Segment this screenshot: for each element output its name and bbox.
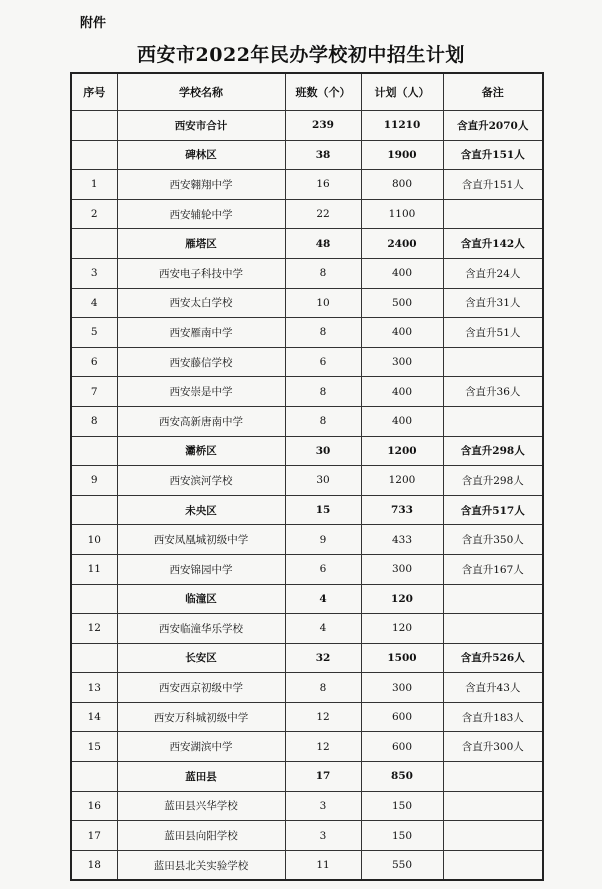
cell-no bbox=[71, 584, 117, 614]
cell-plan: 850 bbox=[361, 762, 443, 792]
cell-no: 10 bbox=[71, 525, 117, 555]
cell-classes: 22 bbox=[285, 199, 361, 229]
cell-note: 含直升2070人 bbox=[443, 111, 543, 141]
cell-classes: 8 bbox=[285, 406, 361, 436]
cell-plan: 400 bbox=[361, 258, 443, 288]
cell-no: 13 bbox=[71, 673, 117, 703]
cell-plan: 500 bbox=[361, 288, 443, 318]
cell-plan: 120 bbox=[361, 614, 443, 644]
cell-classes: 32 bbox=[285, 643, 361, 673]
cell-plan: 150 bbox=[361, 821, 443, 851]
cell-school-name: 临潼区 bbox=[117, 584, 285, 614]
cell-no: 15 bbox=[71, 732, 117, 762]
cell-school-name: 西安锦园中学 bbox=[117, 554, 285, 584]
cell-plan: 2400 bbox=[361, 229, 443, 259]
table-header-row bbox=[71, 73, 543, 111]
cell-school-name: 长安区 bbox=[117, 643, 285, 673]
cell-note bbox=[443, 821, 543, 851]
cell-no: 18 bbox=[71, 850, 117, 880]
cell-note: 含直升517人 bbox=[443, 495, 543, 525]
cell-note: 含直升142人 bbox=[443, 229, 543, 259]
cell-note: 含直升350人 bbox=[443, 525, 543, 555]
subtotal-row bbox=[71, 436, 543, 466]
cell-no: 12 bbox=[71, 614, 117, 644]
cell-classes: 38 bbox=[285, 140, 361, 170]
cell-note bbox=[443, 791, 543, 821]
cell-no: 7 bbox=[71, 377, 117, 407]
table-row bbox=[71, 288, 543, 318]
cell-plan: 600 bbox=[361, 702, 443, 732]
cell-note bbox=[443, 347, 543, 377]
subtotal-row bbox=[71, 762, 543, 792]
cell-classes: 15 bbox=[285, 495, 361, 525]
cell-plan: 400 bbox=[361, 406, 443, 436]
table-row bbox=[71, 732, 543, 762]
cell-note bbox=[443, 406, 543, 436]
column-header-classes: 班数（个） bbox=[285, 73, 361, 111]
cell-classes: 4 bbox=[285, 584, 361, 614]
cell-school-name: 西安雁南中学 bbox=[117, 318, 285, 348]
cell-school-name: 西安电子科技中学 bbox=[117, 258, 285, 288]
cell-classes: 12 bbox=[285, 702, 361, 732]
cell-classes: 10 bbox=[285, 288, 361, 318]
cell-plan: 1200 bbox=[361, 466, 443, 496]
enrollment-plan-table bbox=[70, 72, 544, 881]
cell-no: 11 bbox=[71, 554, 117, 584]
cell-classes: 30 bbox=[285, 466, 361, 496]
cell-classes: 8 bbox=[285, 673, 361, 703]
cell-no: 1 bbox=[71, 170, 117, 200]
subtotal-row bbox=[71, 643, 543, 673]
cell-classes: 8 bbox=[285, 377, 361, 407]
cell-no: 16 bbox=[71, 791, 117, 821]
cell-school-name: 雁塔区 bbox=[117, 229, 285, 259]
cell-school-name: 西安太白学校 bbox=[117, 288, 285, 318]
cell-school-name: 碑林区 bbox=[117, 140, 285, 170]
cell-note bbox=[443, 850, 543, 880]
cell-no bbox=[71, 643, 117, 673]
cell-plan: 300 bbox=[361, 673, 443, 703]
cell-school-name: 西安高新唐南中学 bbox=[117, 406, 285, 436]
cell-school-name: 西安翱翔中学 bbox=[117, 170, 285, 200]
cell-note bbox=[443, 199, 543, 229]
cell-classes: 11 bbox=[285, 850, 361, 880]
cell-classes: 9 bbox=[285, 525, 361, 555]
cell-no bbox=[71, 762, 117, 792]
cell-classes: 6 bbox=[285, 347, 361, 377]
cell-classes: 6 bbox=[285, 554, 361, 584]
attachment-label: 附件 bbox=[80, 16, 107, 31]
cell-note: 含直升526人 bbox=[443, 643, 543, 673]
table-row bbox=[71, 673, 543, 703]
cell-school-name: 西安滨河学校 bbox=[117, 466, 285, 496]
cell-note: 含直升31人 bbox=[443, 288, 543, 318]
cell-note: 含直升300人 bbox=[443, 732, 543, 762]
cell-classes: 17 bbox=[285, 762, 361, 792]
cell-note bbox=[443, 584, 543, 614]
cell-no: 14 bbox=[71, 702, 117, 732]
table-row bbox=[71, 850, 543, 880]
cell-classes: 30 bbox=[285, 436, 361, 466]
table-row bbox=[71, 406, 543, 436]
cell-note: 含直升43人 bbox=[443, 673, 543, 703]
cell-plan: 400 bbox=[361, 377, 443, 407]
cell-note: 含直升36人 bbox=[443, 377, 543, 407]
page-title: 西安市2022年民办学校初中招生计划 bbox=[137, 44, 465, 66]
cell-classes: 3 bbox=[285, 821, 361, 851]
cell-school-name: 西安市合计 bbox=[117, 111, 285, 141]
table-row bbox=[71, 821, 543, 851]
subtotal-row bbox=[71, 584, 543, 614]
cell-school-name: 西安万科城初级中学 bbox=[117, 702, 285, 732]
cell-plan: 433 bbox=[361, 525, 443, 555]
cell-plan: 300 bbox=[361, 554, 443, 584]
cell-note: 含直升167人 bbox=[443, 554, 543, 584]
cell-no: 6 bbox=[71, 347, 117, 377]
cell-school-name: 蓝田县兴华学校 bbox=[117, 791, 285, 821]
cell-plan: 550 bbox=[361, 850, 443, 880]
cell-plan: 1500 bbox=[361, 643, 443, 673]
cell-plan: 600 bbox=[361, 732, 443, 762]
cell-classes: 8 bbox=[285, 258, 361, 288]
cell-plan: 1100 bbox=[361, 199, 443, 229]
cell-no: 4 bbox=[71, 288, 117, 318]
table-row bbox=[71, 377, 543, 407]
table-row bbox=[71, 702, 543, 732]
cell-plan: 150 bbox=[361, 791, 443, 821]
cell-no bbox=[71, 495, 117, 525]
column-header-plan: 计划（人） bbox=[361, 73, 443, 111]
cell-school-name: 西安临潼华乐学校 bbox=[117, 614, 285, 644]
cell-school-name: 西安辅轮中学 bbox=[117, 199, 285, 229]
cell-school-name: 西安藤信学校 bbox=[117, 347, 285, 377]
cell-classes: 239 bbox=[285, 111, 361, 141]
cell-school-name: 未央区 bbox=[117, 495, 285, 525]
cell-school-name: 西安凤凰城初级中学 bbox=[117, 525, 285, 555]
cell-school-name: 蓝田县向阳学校 bbox=[117, 821, 285, 851]
table-row bbox=[71, 554, 543, 584]
cell-note: 含直升24人 bbox=[443, 258, 543, 288]
table-row bbox=[71, 199, 543, 229]
cell-no bbox=[71, 140, 117, 170]
cell-classes: 48 bbox=[285, 229, 361, 259]
cell-no: 2 bbox=[71, 199, 117, 229]
table-row bbox=[71, 318, 543, 348]
cell-note: 含直升298人 bbox=[443, 466, 543, 496]
cell-note bbox=[443, 614, 543, 644]
cell-plan: 11210 bbox=[361, 111, 443, 141]
cell-school-name: 西安崇是中学 bbox=[117, 377, 285, 407]
subtotal-row bbox=[71, 495, 543, 525]
table-row bbox=[71, 258, 543, 288]
cell-school-name: 西安西京初级中学 bbox=[117, 673, 285, 703]
cell-no bbox=[71, 436, 117, 466]
table-body bbox=[71, 111, 543, 881]
cell-note bbox=[443, 762, 543, 792]
cell-no: 9 bbox=[71, 466, 117, 496]
column-header-no: 序号 bbox=[71, 73, 117, 111]
cell-school-name: 西安湖滨中学 bbox=[117, 732, 285, 762]
cell-note: 含直升298人 bbox=[443, 436, 543, 466]
cell-no bbox=[71, 229, 117, 259]
column-header-school-name: 学校名称 bbox=[117, 73, 285, 111]
cell-no: 5 bbox=[71, 318, 117, 348]
cell-school-name: 蓝田县北关实验学校 bbox=[117, 850, 285, 880]
cell-plan: 733 bbox=[361, 495, 443, 525]
cell-no: 3 bbox=[71, 258, 117, 288]
cell-no: 17 bbox=[71, 821, 117, 851]
cell-note: 含直升183人 bbox=[443, 702, 543, 732]
table-row bbox=[71, 791, 543, 821]
cell-classes: 3 bbox=[285, 791, 361, 821]
cell-school-name: 蓝田县 bbox=[117, 762, 285, 792]
subtotal-row bbox=[71, 140, 543, 170]
column-header-note: 备注 bbox=[443, 73, 543, 111]
cell-note: 含直升51人 bbox=[443, 318, 543, 348]
subtotal-row bbox=[71, 229, 543, 259]
table-row bbox=[71, 347, 543, 377]
cell-plan: 1900 bbox=[361, 140, 443, 170]
cell-classes: 4 bbox=[285, 614, 361, 644]
cell-no: 8 bbox=[71, 406, 117, 436]
cell-no bbox=[71, 111, 117, 141]
cell-classes: 12 bbox=[285, 732, 361, 762]
cell-plan: 400 bbox=[361, 318, 443, 348]
subtotal-row bbox=[71, 111, 543, 141]
table-row bbox=[71, 525, 543, 555]
cell-plan: 120 bbox=[361, 584, 443, 614]
cell-classes: 8 bbox=[285, 318, 361, 348]
table-row bbox=[71, 614, 543, 644]
table-row bbox=[71, 466, 543, 496]
cell-note: 含直升151人 bbox=[443, 170, 543, 200]
cell-classes: 16 bbox=[285, 170, 361, 200]
cell-school-name: 灞桥区 bbox=[117, 436, 285, 466]
table-row bbox=[71, 170, 543, 200]
cell-plan: 300 bbox=[361, 347, 443, 377]
cell-plan: 800 bbox=[361, 170, 443, 200]
cell-note: 含直升151人 bbox=[443, 140, 543, 170]
cell-plan: 1200 bbox=[361, 436, 443, 466]
